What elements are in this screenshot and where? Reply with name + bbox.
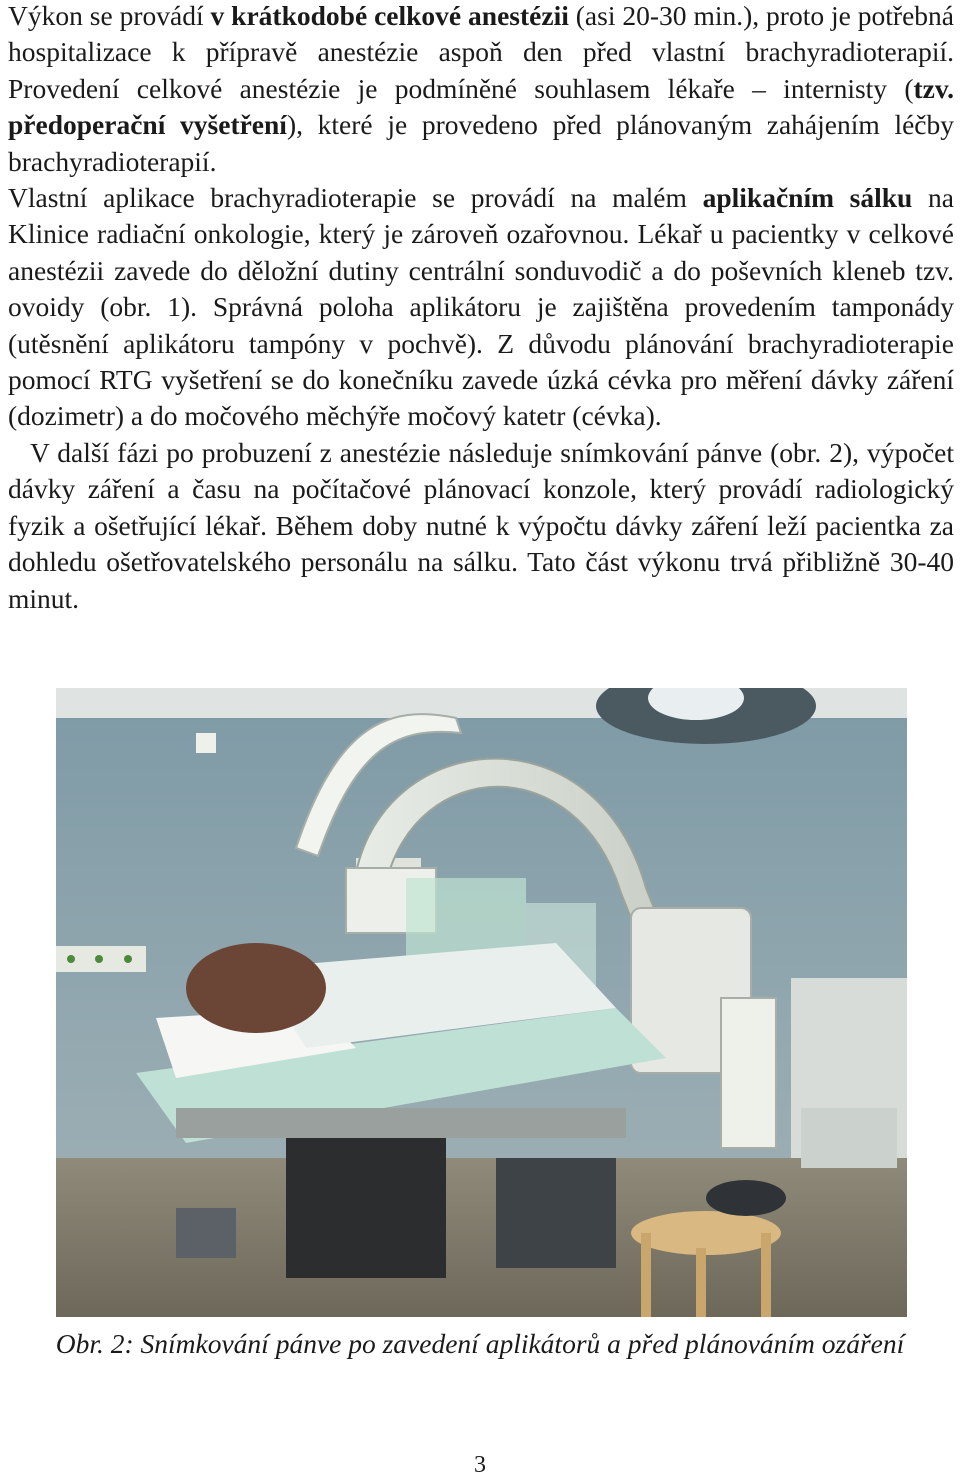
text-run: Vlastní aplikace brachyradioterapie se provádí na malém bbox=[8, 182, 703, 214]
figure-caption: Obr. 2: Snímkování pánve po zavedení aplikátorů a před plánováním ozáření bbox=[55, 1328, 905, 1359]
acrylic-shield bbox=[406, 878, 526, 958]
page-number: 3 bbox=[474, 1452, 486, 1478]
emphasis-application-room: aplikačním sálku bbox=[702, 182, 913, 214]
table-column bbox=[286, 1138, 446, 1278]
paragraph-planning bbox=[8, 435, 954, 617]
table-base bbox=[496, 1158, 616, 1268]
wall-socket bbox=[196, 733, 216, 753]
emphasis-preop-exam: tzv. předoperační vyšetření bbox=[8, 72, 954, 141]
text-run: na Klinice radiační onkologie, který je zároveň ozařovnou. Lékař u pacientky v celkové anestézii zavede do děložní dutiny centrální sonduvodič a do poševních kleneb tzv. ovoidy (obr. 1). Správná poloha aplikátoru je zajištěna provedením tamponády (utěsnění aplikátoru tampóny v pochvě). Z důvodu plánování brachyradioterapie pomocí RTG vyšetření se do konečníku zavede úzká cévka pro měření dávky záření (dozimetr) a do močového měchýře močový katetr (cévka). bbox=[8, 182, 954, 432]
text-run: Výkon se provádí bbox=[8, 0, 211, 31]
emphasis-anesthesia: v krátkodobé celkové anestézii bbox=[210, 0, 569, 31]
figure-photo bbox=[56, 688, 907, 1317]
paragraph-anesthesia bbox=[8, 0, 954, 180]
text-run: V další fázi po probuzení z anestézie následuje snímkování pánve (obr. 2), výpočet dávky záření a času na počítačové plánovací konzole, který provádí radiologický fyzik a ošetřující lékař. Během doby nutné k výpočtu dávky záření leží pacientka za dohledu ošetřovatelského personálu na sálku. Tato část výkonu trvá přibližně 30-40 minut. bbox=[8, 436, 954, 614]
table-frame bbox=[176, 1108, 626, 1138]
text-run: (asi 20-30 min.), proto je potřebná hospitalizace k přípravě anestézie aspoň den před vlastní brachyradioterapií. Provedení celkové anestézie je podmíněné souhlasem lékaře – internisty ( bbox=[8, 0, 954, 104]
xray-room-illustration bbox=[56, 688, 907, 1317]
patient-hair bbox=[186, 943, 326, 1033]
body-text bbox=[8, 0, 954, 617]
text-run: ), které je provedeno před plánovaným zahájením léčby brachyradioterapií. bbox=[8, 109, 954, 177]
paragraph-application bbox=[8, 180, 954, 435]
